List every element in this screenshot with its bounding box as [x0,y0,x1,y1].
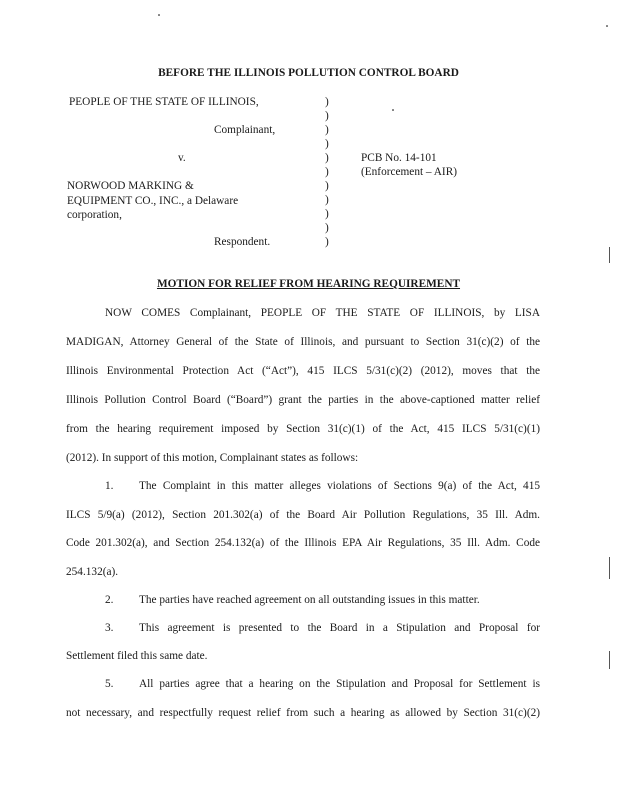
motion-title: MOTION FOR RELIEF FROM HEARING REQUIREMENT [156,278,461,290]
intro-line: from the hearing requirement imposed by Section 31(c)(1) of the Act, 415 ILCS 5/31(c)(1) [66,423,540,435]
paragraph-number: 1. [105,480,114,492]
scan-artifact-speck [158,14,160,16]
caption-paren: ) [325,222,329,234]
paragraph-line: Settlement filed this same date. [66,650,208,662]
intro-line: Illinois Environmental Protection Act (“Act”), 415 ILCS 5/31(c)(2) (2012), moves that the [66,365,540,377]
paragraph-line: not necessary, and respectfully request relief from such a hearing as allowed by Section 31(c)(2) [66,707,540,719]
intro-line: (2012). In support of this motion, Complainant states as follows: [66,452,359,464]
scan-artifact-speck [606,25,608,27]
paragraph-line: The parties have reached agreement on all outstanding issues in this matter. [139,594,480,606]
caption-paren: ) [325,180,329,192]
caption-party2-role: Respondent. [214,236,271,248]
caption-paren: ) [325,166,329,178]
case-type: (Enforcement – AIR) [361,166,457,178]
paragraph-line: 254.132(a). [66,566,119,578]
caption-paren: ) [325,124,329,136]
paragraph-number: 2. [105,594,114,606]
paragraph-number: 5. [105,678,114,690]
caption-paren: ) [325,152,329,164]
caption-versus: v. [178,152,186,164]
caption-party1: PEOPLE OF THE STATE OF ILLINOIS, [69,96,259,108]
scan-artifact-mark [609,247,610,263]
caption-party2-line1: NORWOOD MARKING & [67,180,194,192]
paragraph-line: All parties agree that a hearing on the Stipulation and Proposal for Settlement is [139,678,540,690]
paragraph-line: The Complaint in this matter alleges violations of Sections 9(a) of the Act, 415 [139,480,540,492]
caption-party1-role: Complainant, [214,124,276,136]
paragraph-line: ILCS 5/9(a) (2012), Section 201.302(a) of the Board Air Pollution Regulations, 35 Ill. Adm. [66,509,540,521]
scan-artifact-mark [609,557,610,579]
paragraph-line: This agreement is presented to the Board in a Stipulation and Proposal for [139,622,540,634]
board-heading: BEFORE THE ILLINOIS POLLUTION CONTROL BOARD [158,67,459,79]
intro-line: Illinois Pollution Control Board (“Board”) grant the parties in the above-captioned matter relief [66,394,540,406]
paragraph-line: Code 201.302(a), and Section 254.132(a) of the Illinois EPA Air Regulations, 35 Ill. Adm. Code [66,537,540,549]
caption-paren: ) [325,208,329,220]
intro-line: MADIGAN, Attorney General of the State of Illinois, and pursuant to Section 31(c)(2) of the [66,336,540,348]
caption-party2-line3: corporation, [67,209,122,221]
scan-artifact-mark [609,651,610,669]
caption-party2-line2: EQUIPMENT CO., INC., a Delaware [67,195,239,207]
scan-artifact-speck [392,109,394,111]
caption-paren: ) [325,110,329,122]
caption-paren: ) [325,236,329,248]
caption-paren: ) [325,194,329,206]
intro-line: NOW COMES Complainant, PEOPLE OF THE STATE OF ILLINOIS, by LISA [105,307,540,319]
caption-paren: ) [325,96,329,108]
caption-paren: ) [325,138,329,150]
paragraph-number: 3. [105,622,114,634]
case-number: PCB No. 14-101 [361,152,437,164]
